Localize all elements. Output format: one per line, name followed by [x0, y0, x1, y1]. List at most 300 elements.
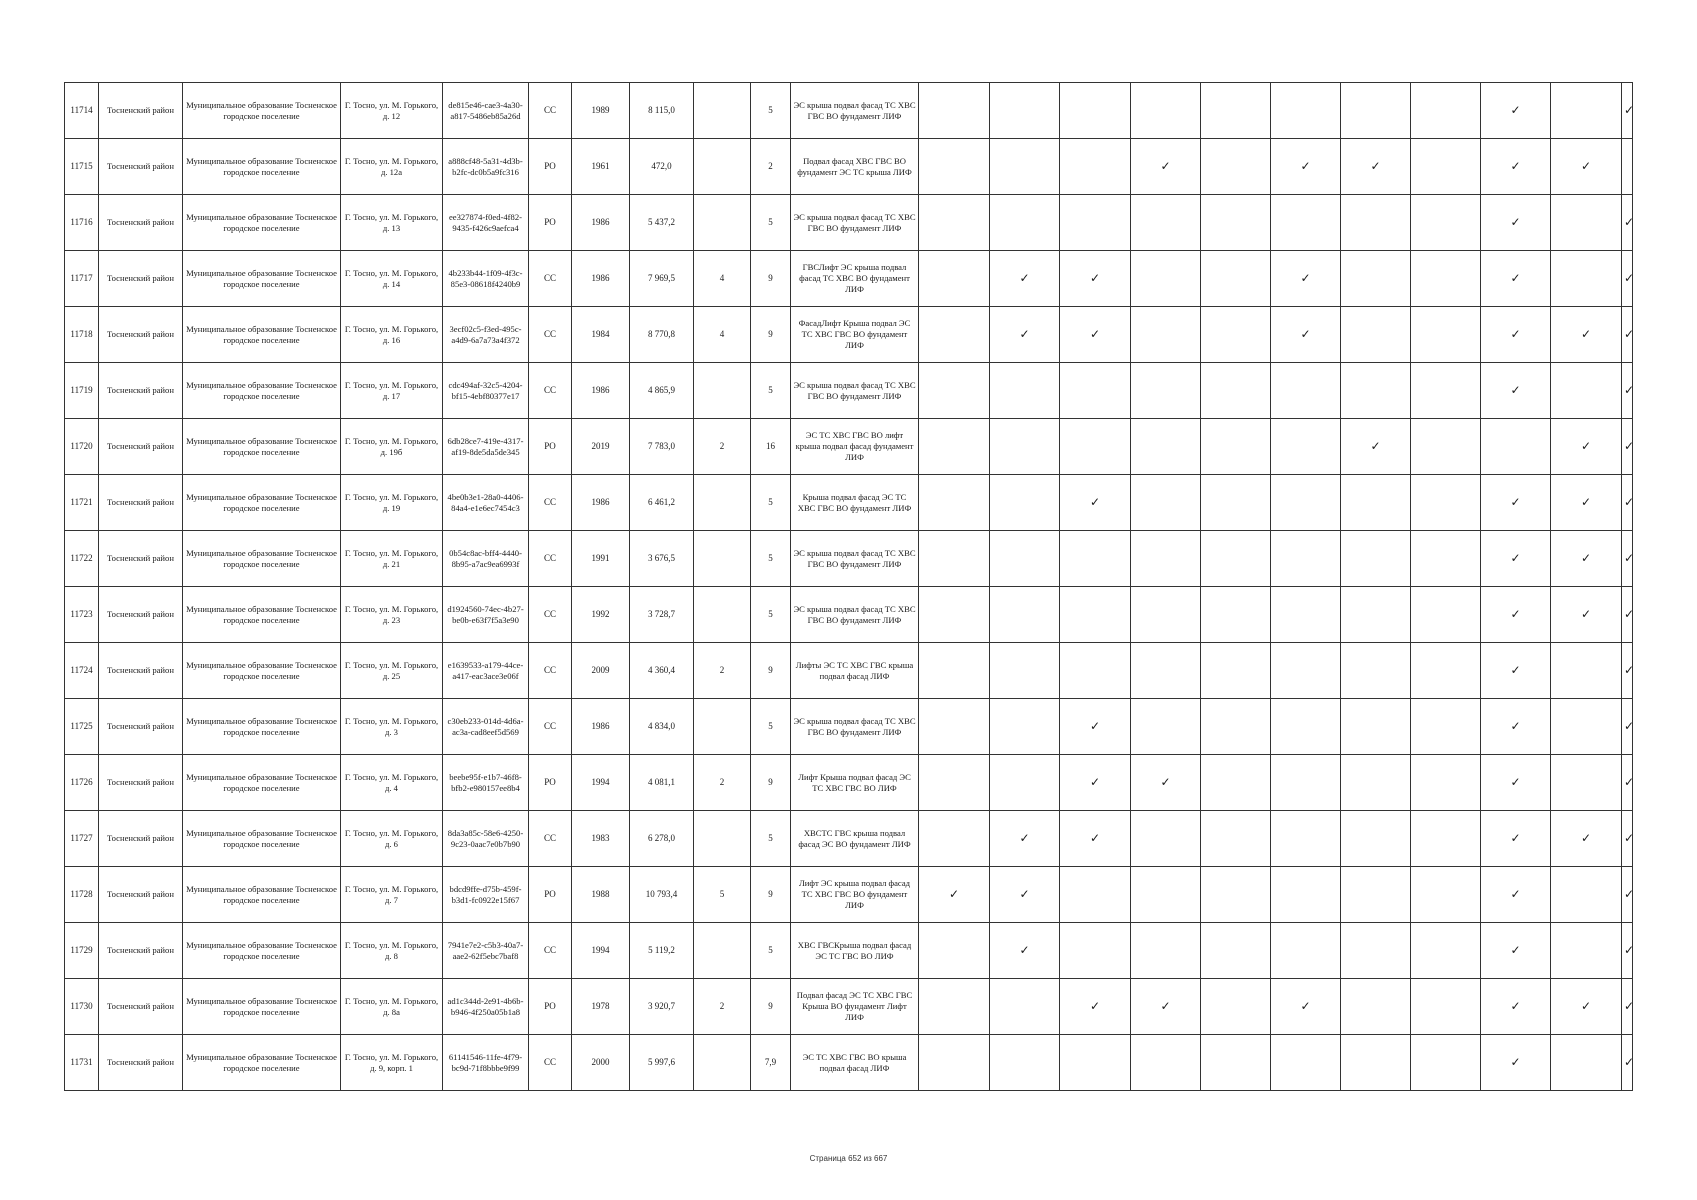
check-mark-icon: ✓ — [1580, 551, 1592, 565]
check-cell — [1271, 363, 1341, 419]
check-cell — [1622, 811, 1633, 867]
row-id: 11720 — [65, 419, 99, 475]
district-cell: Тосненский район — [99, 419, 183, 475]
check-mark-icon: ✓ — [1580, 327, 1592, 341]
check-cell — [1341, 923, 1411, 979]
municipality-cell: Муниципальное образование Тосненское городское поселение — [183, 1035, 341, 1091]
check-cell — [1481, 979, 1551, 1035]
check-cell — [1622, 643, 1633, 699]
check-cell — [990, 475, 1060, 531]
address-cell: Г. Тосно, ул. М. Горького, д. 25 — [341, 643, 443, 699]
entrances-cell: 4 — [694, 251, 751, 307]
check-cell — [1060, 419, 1131, 475]
works-cell: ЭС крыша подвал фасад ТС ХВС ГВС ВО фундамент ЛИФ — [791, 587, 919, 643]
entrances-cell — [694, 531, 751, 587]
floors-cell: 9 — [751, 643, 791, 699]
check-cell — [1131, 531, 1201, 587]
address-cell: Г. Тосно, ул. М. Горького, д. 13 — [341, 195, 443, 251]
check-cell — [1341, 363, 1411, 419]
check-cell — [919, 643, 990, 699]
check-cell — [1341, 979, 1411, 1035]
table-row — [65, 1035, 1633, 1091]
check-mark-icon: ✓ — [1510, 551, 1521, 565]
row-id: 11724 — [65, 643, 99, 699]
check-cell — [1201, 363, 1271, 419]
check-mark-icon: ✓ — [1510, 1055, 1521, 1069]
check-mark-icon: ✓ — [1624, 103, 1635, 117]
check-cell — [1551, 587, 1622, 643]
check-cell — [919, 251, 990, 307]
guid-cell: 61141546-11fe-4f79-bc9d-71f8bbbe9f99 — [443, 1035, 529, 1091]
type-cell: СС — [529, 475, 572, 531]
check-cell — [1271, 419, 1341, 475]
check-cell — [990, 811, 1060, 867]
address-cell: Г. Тосно, ул. М. Горького, д. 21 — [341, 531, 443, 587]
address-cell: Г. Тосно, ул. М. Горького, д. 9, корп. 1 — [341, 1035, 443, 1091]
municipality-cell: Муниципальное образование Тосненское городское поселение — [183, 419, 341, 475]
check-cell — [1411, 83, 1481, 139]
check-cell — [1060, 83, 1131, 139]
check-cell — [1551, 475, 1622, 531]
check-mark-icon: ✓ — [1624, 943, 1635, 957]
year-cell: 1978 — [572, 979, 630, 1035]
check-mark-icon: ✓ — [1089, 719, 1101, 733]
check-cell — [1060, 363, 1131, 419]
municipality-cell: Муниципальное образование Тосненское городское поселение — [183, 643, 341, 699]
municipality-cell: Муниципальное образование Тосненское городское поселение — [183, 475, 341, 531]
check-cell — [919, 755, 990, 811]
check-cell — [1201, 811, 1271, 867]
district-cell: Тосненский район — [99, 475, 183, 531]
floors-cell: 5 — [751, 531, 791, 587]
year-cell: 1986 — [572, 475, 630, 531]
type-cell: СС — [529, 811, 572, 867]
check-cell — [1131, 419, 1201, 475]
housing-register-table — [64, 82, 1633, 1091]
address-cell: Г. Тосно, ул. М. Горького, д. 3 — [341, 699, 443, 755]
check-cell — [919, 83, 990, 139]
row-id: 11721 — [65, 475, 99, 531]
table-row — [65, 251, 1633, 307]
district-cell: Тосненский район — [99, 923, 183, 979]
floors-cell: 9 — [751, 755, 791, 811]
check-cell — [1271, 195, 1341, 251]
check-cell — [1481, 1035, 1551, 1091]
type-cell: РО — [529, 755, 572, 811]
district-cell: Тосненский район — [99, 643, 183, 699]
entrances-cell — [694, 699, 751, 755]
area-cell: 4 834,0 — [630, 699, 694, 755]
address-cell: Г. Тосно, ул. М. Горького, д. 12а — [341, 139, 443, 195]
check-cell — [1622, 363, 1633, 419]
floors-cell: 5 — [751, 83, 791, 139]
type-cell: СС — [529, 643, 572, 699]
check-cell — [1481, 363, 1551, 419]
table-body — [65, 83, 1633, 1091]
district-cell: Тосненский район — [99, 531, 183, 587]
check-mark-icon: ✓ — [1160, 159, 1171, 173]
row-id: 11718 — [65, 307, 99, 363]
municipality-cell: Муниципальное образование Тосненское городское поселение — [183, 699, 341, 755]
address-cell: Г. Тосно, ул. М. Горького, д. 4 — [341, 755, 443, 811]
area-cell: 8 115,0 — [630, 83, 694, 139]
district-cell: Тосненский район — [99, 307, 183, 363]
entrances-cell — [694, 923, 751, 979]
table-row — [65, 531, 1633, 587]
entrances-cell — [694, 475, 751, 531]
check-cell — [1341, 755, 1411, 811]
table-row — [65, 419, 1633, 475]
guid-cell: bdcd9ffe-d75b-459f-b3d1-fc0922e15f67 — [443, 867, 529, 923]
municipality-cell: Муниципальное образование Тосненское городское поселение — [183, 979, 341, 1035]
check-cell — [1551, 643, 1622, 699]
works-cell: ЭС крыша подвал фасад ТС ХВС ГВС ВО фундамент ЛИФ — [791, 363, 919, 419]
row-id: 11715 — [65, 139, 99, 195]
floors-cell: 5 — [751, 363, 791, 419]
works-cell: Подвал фасад ХВС ГВС ВО фундамент ЭС ТС крыша ЛИФ — [791, 139, 919, 195]
area-cell: 10 793,4 — [630, 867, 694, 923]
type-cell: РО — [529, 139, 572, 195]
row-id: 11727 — [65, 811, 99, 867]
year-cell: 1988 — [572, 867, 630, 923]
year-cell: 1992 — [572, 587, 630, 643]
year-cell: 1989 — [572, 83, 630, 139]
check-mark-icon: ✓ — [1624, 551, 1635, 565]
district-cell: Тосненский район — [99, 251, 183, 307]
check-cell — [1271, 1035, 1341, 1091]
check-mark-icon: ✓ — [1580, 607, 1592, 621]
entrances-cell: 2 — [694, 419, 751, 475]
check-mark-icon: ✓ — [1300, 999, 1311, 1013]
floors-cell: 5 — [751, 811, 791, 867]
check-mark-icon: ✓ — [1019, 943, 1030, 957]
check-cell — [1551, 923, 1622, 979]
check-mark-icon: ✓ — [1624, 1055, 1635, 1069]
works-cell: Подвал фасад ЭС ТС ХВС ГВС Крыша ВО фундамент Лифт ЛИФ — [791, 979, 919, 1035]
district-cell: Тосненский район — [99, 195, 183, 251]
check-mark-icon: ✓ — [1624, 383, 1635, 397]
check-cell — [1131, 587, 1201, 643]
municipality-cell: Муниципальное образование Тосненское городское поселение — [183, 755, 341, 811]
check-mark-icon: ✓ — [1510, 999, 1521, 1013]
district-cell: Тосненский район — [99, 139, 183, 195]
works-cell: ЭС крыша подвал фасад ТС ХВС ГВС ВО фундамент ЛИФ — [791, 195, 919, 251]
works-cell: Лифт Крыша подвал фасад ЭС ТС ХВС ГВС ВО ЛИФ — [791, 755, 919, 811]
check-mark-icon: ✓ — [1510, 775, 1521, 789]
check-mark-icon: ✓ — [1624, 271, 1635, 285]
check-cell — [1622, 699, 1633, 755]
check-cell — [1341, 811, 1411, 867]
check-cell — [1551, 363, 1622, 419]
works-cell: ХВСТС ГВС крыша подвал фасад ЭС ВО фундамент ЛИФ — [791, 811, 919, 867]
works-cell: ЭС крыша подвал фасад ТС ХВС ГВС ВО фундамент ЛИФ — [791, 83, 919, 139]
floors-cell: 9 — [751, 979, 791, 1035]
type-cell: РО — [529, 979, 572, 1035]
check-cell — [1481, 755, 1551, 811]
check-cell — [1551, 251, 1622, 307]
check-cell — [919, 363, 990, 419]
check-cell — [1481, 531, 1551, 587]
table-row — [65, 195, 1633, 251]
check-cell — [919, 699, 990, 755]
guid-cell: c30eb233-014d-4d6a-ac3a-cad8eef5d569 — [443, 699, 529, 755]
check-cell — [1131, 699, 1201, 755]
check-cell — [1201, 699, 1271, 755]
year-cell: 2009 — [572, 643, 630, 699]
check-cell — [1201, 83, 1271, 139]
check-cell — [1411, 307, 1481, 363]
check-cell — [1411, 587, 1481, 643]
check-cell — [990, 531, 1060, 587]
row-id: 11729 — [65, 923, 99, 979]
check-mark-icon: ✓ — [1019, 887, 1030, 901]
check-cell — [1131, 251, 1201, 307]
floors-cell: 5 — [751, 923, 791, 979]
check-cell — [1341, 531, 1411, 587]
row-id: 11723 — [65, 587, 99, 643]
district-cell: Тосненский район — [99, 1035, 183, 1091]
check-cell — [1131, 643, 1201, 699]
check-cell — [1131, 195, 1201, 251]
check-cell — [990, 755, 1060, 811]
check-mark-icon: ✓ — [1624, 327, 1635, 341]
check-cell — [990, 1035, 1060, 1091]
check-cell — [1341, 83, 1411, 139]
check-cell — [1271, 867, 1341, 923]
works-cell: ГВСЛифт ЭС крыша подвал фасад ТС ХВС ВО фундамент ЛИФ — [791, 251, 919, 307]
area-cell: 6 461,2 — [630, 475, 694, 531]
entrances-cell: 4 — [694, 307, 751, 363]
check-mark-icon: ✓ — [1624, 775, 1635, 789]
check-cell — [990, 419, 1060, 475]
check-cell — [1341, 699, 1411, 755]
check-cell — [1622, 923, 1633, 979]
check-mark-icon: ✓ — [1510, 215, 1521, 229]
area-cell: 7 969,5 — [630, 251, 694, 307]
municipality-cell: Муниципальное образование Тосненское городское поселение — [183, 307, 341, 363]
check-mark-icon: ✓ — [1624, 887, 1635, 901]
check-cell — [1622, 251, 1633, 307]
check-cell — [1201, 419, 1271, 475]
check-cell — [1622, 867, 1633, 923]
row-id: 11728 — [65, 867, 99, 923]
municipality-cell: Муниципальное образование Тосненское городское поселение — [183, 83, 341, 139]
works-cell: ЭС крыша подвал фасад ТС ХВС ГВС ВО фундамент ЛИФ — [791, 531, 919, 587]
check-cell — [1551, 139, 1622, 195]
municipality-cell: Муниципальное образование Тосненское городское поселение — [183, 811, 341, 867]
check-cell — [990, 251, 1060, 307]
works-cell: ЭС ТС ХВС ГВС ВО лифт крыша подвал фасад фундамент ЛИФ — [791, 419, 919, 475]
district-cell: Тосненский район — [99, 363, 183, 419]
check-cell — [1131, 363, 1201, 419]
check-mark-icon: ✓ — [1624, 215, 1635, 229]
check-cell — [990, 643, 1060, 699]
check-cell — [1481, 475, 1551, 531]
check-cell — [1131, 923, 1201, 979]
address-cell: Г. Тосно, ул. М. Горького, д. 8 — [341, 923, 443, 979]
check-cell — [1201, 251, 1271, 307]
floors-cell: 5 — [751, 475, 791, 531]
check-cell — [1551, 419, 1622, 475]
check-cell — [1271, 979, 1341, 1035]
row-id: 11725 — [65, 699, 99, 755]
table-row — [65, 83, 1633, 139]
check-cell — [1481, 83, 1551, 139]
entrances-cell: 2 — [694, 643, 751, 699]
table-row — [65, 867, 1633, 923]
check-cell — [1481, 643, 1551, 699]
entrances-cell — [694, 811, 751, 867]
check-mark-icon: ✓ — [1089, 831, 1101, 845]
check-mark-icon: ✓ — [1510, 383, 1521, 397]
floors-cell: 2 — [751, 139, 791, 195]
check-cell — [1622, 475, 1633, 531]
check-cell — [919, 923, 990, 979]
guid-cell: 4b233b44-1f09-4f3c-85e3-08618f4240b9 — [443, 251, 529, 307]
check-cell — [1411, 531, 1481, 587]
table-row — [65, 811, 1633, 867]
year-cell: 1986 — [572, 363, 630, 419]
floors-cell: 9 — [751, 867, 791, 923]
check-cell — [1481, 811, 1551, 867]
check-cell — [990, 83, 1060, 139]
type-cell: СС — [529, 699, 572, 755]
guid-cell: e1639533-a179-44ce-a417-eac3ace3e06f — [443, 643, 529, 699]
check-mark-icon: ✓ — [1089, 775, 1101, 789]
address-cell: Г. Тосно, ул. М. Горького, д. 7 — [341, 867, 443, 923]
check-cell — [1271, 139, 1341, 195]
type-cell: СС — [529, 587, 572, 643]
works-cell: ЭС ТС ХВС ГВС ВО крыша подвал фасад ЛИФ — [791, 1035, 919, 1091]
check-cell — [990, 587, 1060, 643]
check-mark-icon: ✓ — [1160, 775, 1171, 789]
check-cell — [1341, 475, 1411, 531]
check-cell — [1411, 363, 1481, 419]
check-cell — [1481, 587, 1551, 643]
type-cell: СС — [529, 363, 572, 419]
check-mark-icon: ✓ — [1510, 719, 1521, 733]
check-cell — [1551, 979, 1622, 1035]
table-row — [65, 699, 1633, 755]
check-mark-icon: ✓ — [1370, 159, 1381, 173]
check-cell — [1411, 867, 1481, 923]
area-cell: 5 997,6 — [630, 1035, 694, 1091]
check-cell — [1341, 251, 1411, 307]
check-cell — [1201, 531, 1271, 587]
check-cell — [1622, 755, 1633, 811]
check-cell — [919, 979, 990, 1035]
check-mark-icon: ✓ — [1510, 663, 1521, 677]
check-cell — [1060, 195, 1131, 251]
municipality-cell: Муниципальное образование Тосненское городское поселение — [183, 587, 341, 643]
check-mark-icon: ✓ — [1580, 439, 1592, 453]
check-cell — [1411, 1035, 1481, 1091]
check-cell — [1411, 755, 1481, 811]
row-id: 11726 — [65, 755, 99, 811]
entrances-cell — [694, 83, 751, 139]
check-cell — [1341, 1035, 1411, 1091]
check-cell — [1622, 139, 1633, 195]
check-cell — [1060, 811, 1131, 867]
year-cell: 1994 — [572, 755, 630, 811]
check-cell — [1060, 139, 1131, 195]
check-cell — [919, 307, 990, 363]
check-cell — [1201, 979, 1271, 1035]
check-cell — [1201, 307, 1271, 363]
works-cell: ЭС крыша подвал фасад ТС ХВС ГВС ВО фундамент ЛИФ — [791, 699, 919, 755]
check-cell — [1131, 867, 1201, 923]
guid-cell: ad1c344d-2e91-4b6b-b946-4f250a05b1a8 — [443, 979, 529, 1035]
works-cell: ФасадЛифт Крыша подвал ЭС ТС ХВС ГВС ВО фундамент ЛИФ — [791, 307, 919, 363]
check-cell — [1131, 1035, 1201, 1091]
check-mark-icon: ✓ — [1510, 943, 1521, 957]
check-cell — [1271, 83, 1341, 139]
area-cell: 7 783,0 — [630, 419, 694, 475]
area-cell: 6 278,0 — [630, 811, 694, 867]
check-cell — [1481, 307, 1551, 363]
municipality-cell: Муниципальное образование Тосненское городское поселение — [183, 531, 341, 587]
check-cell — [1131, 139, 1201, 195]
check-cell — [1341, 139, 1411, 195]
guid-cell: cdc494af-32c5-4204-bf15-4ebf80377e17 — [443, 363, 529, 419]
row-id: 11716 — [65, 195, 99, 251]
address-cell: Г. Тосно, ул. М. Горького, д. 6 — [341, 811, 443, 867]
address-cell: Г. Тосно, ул. М. Горького, д. 23 — [341, 587, 443, 643]
year-cell: 1961 — [572, 139, 630, 195]
check-cell — [1411, 419, 1481, 475]
check-cell — [1481, 419, 1551, 475]
check-cell — [1271, 307, 1341, 363]
check-cell — [1411, 699, 1481, 755]
check-cell — [1622, 587, 1633, 643]
check-cell — [1551, 699, 1622, 755]
district-cell: Тосненский район — [99, 587, 183, 643]
check-cell — [990, 867, 1060, 923]
check-mark-icon: ✓ — [1300, 271, 1311, 285]
check-mark-icon: ✓ — [1510, 831, 1521, 845]
type-cell: РО — [529, 867, 572, 923]
floors-cell: 9 — [751, 251, 791, 307]
address-cell: Г. Тосно, ул. М. Горького, д. 17 — [341, 363, 443, 419]
check-cell — [1341, 419, 1411, 475]
municipality-cell: Муниципальное образование Тосненское городское поселение — [183, 867, 341, 923]
check-cell — [1060, 587, 1131, 643]
municipality-cell: Муниципальное образование Тосненское городское поселение — [183, 363, 341, 419]
check-cell — [990, 307, 1060, 363]
check-cell — [1201, 139, 1271, 195]
check-cell — [1271, 251, 1341, 307]
row-id: 11719 — [65, 363, 99, 419]
floors-cell: 5 — [751, 699, 791, 755]
check-cell — [1481, 867, 1551, 923]
check-mark-icon: ✓ — [1624, 831, 1635, 845]
guid-cell: a888cf48-5a31-4d3b-b2fc-dc0b5a9fc316 — [443, 139, 529, 195]
entrances-cell — [694, 139, 751, 195]
check-cell — [1622, 1035, 1633, 1091]
municipality-cell: Муниципальное образование Тосненское городское поселение — [183, 923, 341, 979]
check-cell — [1131, 755, 1201, 811]
check-cell — [1060, 475, 1131, 531]
check-mark-icon: ✓ — [1089, 999, 1101, 1013]
check-cell — [1060, 867, 1131, 923]
check-mark-icon: ✓ — [1019, 271, 1030, 285]
check-cell — [1271, 755, 1341, 811]
check-mark-icon: ✓ — [1624, 719, 1635, 733]
table-row — [65, 307, 1633, 363]
district-cell: Тосненский район — [99, 867, 183, 923]
area-cell: 472,0 — [630, 139, 694, 195]
entrances-cell — [694, 195, 751, 251]
